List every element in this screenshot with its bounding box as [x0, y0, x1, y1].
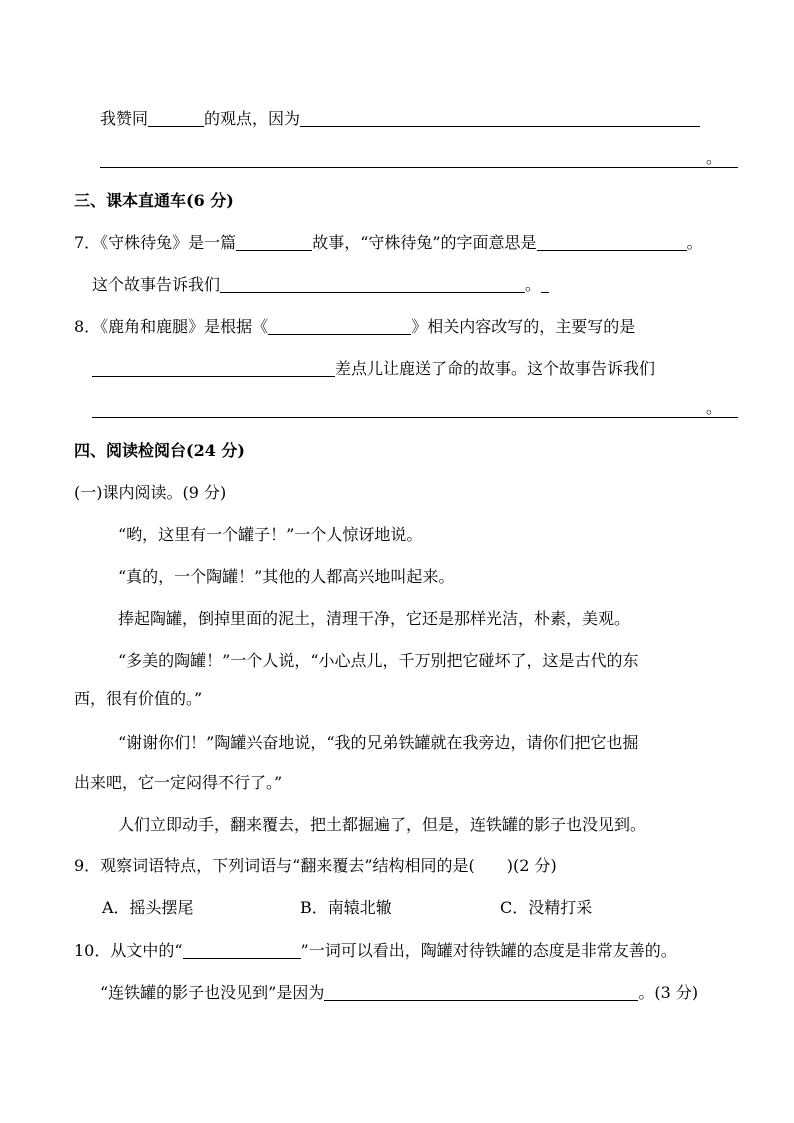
- q8-blank-source[interactable]: [268, 316, 411, 335]
- q7-line2-period: 。: [525, 275, 542, 294]
- q8-text-a: 8．《鹿角和鹿腿》是根据《: [74, 317, 269, 336]
- q6-text-a: 我赞同: [100, 109, 149, 128]
- q10-blank-word[interactable]: [183, 940, 301, 959]
- q10-line2-text-a: “连铁罐的影子也没见到”是因为: [100, 983, 325, 1002]
- q10-blank-reason[interactable]: [324, 982, 638, 1001]
- q7-blank-tail: [541, 274, 549, 293]
- q9-stem-a: 9．观察词语特点，下列词语与“翻来覆去”结构相同的是(: [74, 856, 475, 875]
- q10-text-a: 10．从文中的“: [74, 941, 183, 960]
- q7-blank-moral[interactable]: [220, 274, 525, 293]
- q7-text-b: 故事，“守株待兔”的字面意思是: [312, 233, 537, 252]
- passage-para-5: “谢谢你们！”陶罐兴奋地说，“我的兄弟铁罐就在我旁边，请你们把它也掘: [118, 733, 639, 752]
- q8-line-2: [92, 358, 655, 379]
- q8-text-b: 》相关内容改写的，主要写的是: [411, 317, 636, 336]
- q10-line-1: [74, 940, 677, 961]
- q8-line2-text: 差点儿让鹿送了命的故事。这个故事告诉我们: [335, 359, 656, 378]
- q6-blank-viewpoint[interactable]: [148, 108, 204, 127]
- q8-blank-moral[interactable]: [92, 417, 738, 418]
- q10-line2-text-b: 。(3 分): [638, 983, 699, 1002]
- section-3-title: 三、课本直通车(6 分): [74, 191, 234, 210]
- q8-blank-main-content[interactable]: [92, 358, 335, 377]
- q9-option-c[interactable]: C．没精打采: [500, 898, 593, 917]
- q9-stem: [74, 856, 557, 876]
- q7-line-2: [92, 274, 549, 295]
- passage-para-1: “哟，这里有一个罐子！”一个人惊讶地说。: [118, 525, 423, 544]
- q7-blank-literal-meaning[interactable]: [537, 232, 687, 251]
- q7-line-1: [74, 232, 703, 253]
- q9-option-b[interactable]: B．南辕北辙: [300, 898, 392, 917]
- passage-para-5-cont: 出来吧，它一定闷得不行了。”: [74, 773, 283, 792]
- q6-text-b: 的观点，因为: [204, 109, 301, 128]
- q6-blank-reason-cont[interactable]: [100, 167, 738, 168]
- section-4-title: 四、阅读检阅台(24 分): [74, 441, 245, 460]
- q7-line2-text: 这个故事告诉我们: [92, 275, 221, 294]
- passage-para-4: “多美的陶罐！”一个人说，“小心点儿，千万别把它碰坏了，这是古代的东: [118, 651, 639, 670]
- part-1-title: (一)课内阅读。(9 分): [74, 483, 227, 502]
- passage-para-2: “真的，一个陶罐！”其他的人都高兴地叫起来。: [118, 567, 455, 586]
- q10-text-b: ”一词可以看出，陶罐对待铁罐的态度是非常友善的。: [300, 941, 677, 960]
- passage-para-4-cont: 西，很有价值的。”: [74, 689, 203, 708]
- q9-stem-b: )(2 分): [506, 856, 557, 875]
- q7-blank-story-type[interactable]: [236, 232, 312, 251]
- q9-option-a[interactable]: A．摇头摆尾: [102, 898, 194, 917]
- q6-blank-reason[interactable]: [300, 108, 700, 127]
- q8-line-1: [74, 316, 635, 337]
- q7-text-a: 7．《守株待兔》是一篇: [74, 233, 237, 252]
- q6-answer-line: [100, 108, 700, 129]
- q8-period: 。: [706, 398, 723, 417]
- q6-period: 。: [706, 148, 723, 167]
- passage-para-3: 捧起陶罐，倒掉里面的泥土，清理干净，它还是那样光洁，朴素，美观。: [118, 609, 631, 628]
- passage-para-6: 人们立即动手，翻来覆去，把土都掘遍了，但是，连铁罐的影子也没见到。: [118, 815, 647, 834]
- q10-line-2: [100, 982, 698, 1003]
- q7-period: 。: [686, 233, 703, 252]
